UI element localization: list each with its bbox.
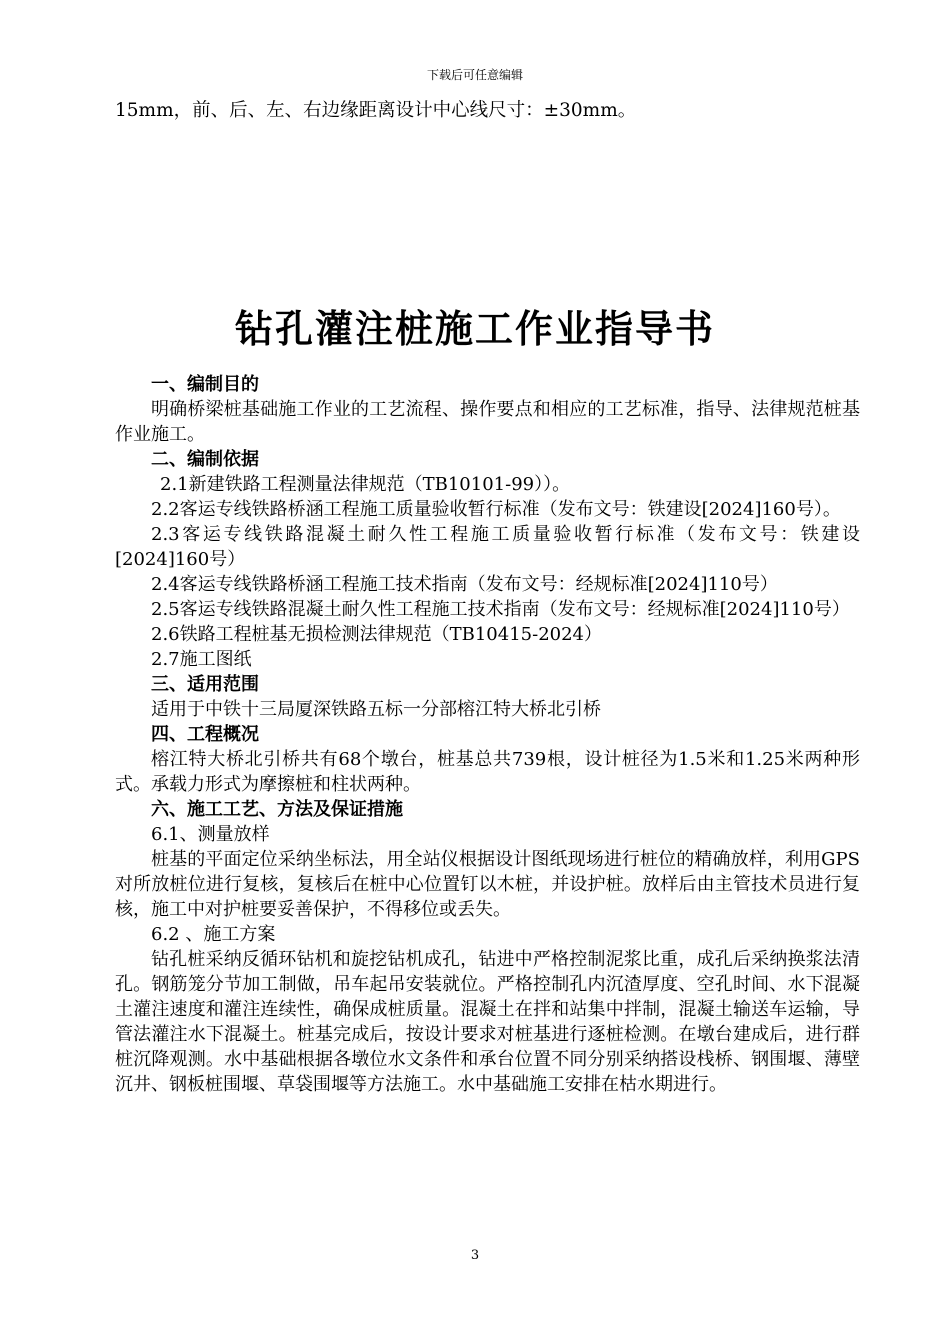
reference-item: 2.5客运专线铁路混凝土耐久性工程施工技术指南（发布文号：经规标准[2024]110号） <box>151 599 850 620</box>
section-heading-process: 六、施工工艺、方法及保证措施 <box>151 799 403 820</box>
paragraph-purpose: 明确桥梁桩基础施工作业的工艺流程、操作要点和相应的工艺标准，指导、法律规范桩基作业施工。 <box>115 399 860 445</box>
section-heading-purpose: 一、编制目的 <box>151 374 259 395</box>
paragraph-overview: 榕江特大桥北引桥共有68个墩台，桩基总共739根，设计桩径为1.5米和1.25米两种形式。承载力形式为摩擦桩和柱状两种。 <box>115 749 860 795</box>
reference-item: 2.2客运专线铁路桥涵工程施工质量验收暂行标准（发布文号：铁建设[2024]160号）。 <box>151 499 841 520</box>
document-title: 钻孔灌注桩施工作业指导书 <box>234 307 715 351</box>
page-number: 3 <box>470 1248 480 1263</box>
reference-item: 2.4客运专线铁路桥涵工程施工技术指南（发布文号：经规标准[2024]110号） <box>151 574 778 595</box>
paragraph-scope: 适用于中铁十三局厦深铁路五标一分部榕江特大桥北引桥 <box>151 699 601 720</box>
reference-item: 2.7施工图纸 <box>151 649 252 670</box>
section-heading-scope: 三、适用范围 <box>151 674 259 695</box>
paragraph-survey: 桩基的平面定位采纳坐标法，用全站仪根据设计图纸现场进行桩位的精确放样，利用GPS对所放桩位进行复核，复核后在桩中心位置钉以木桩，并设护桩。放样后由主管技术员进行复核，施工中对护桩要妥善保护，不得移位或丢失。 <box>115 849 860 920</box>
reference-item: 2.3客运专线铁路混凝土耐久性工程施工质量验收暂行标准（发布文号：铁建设[2024]160号） <box>115 524 860 570</box>
paragraph-plan: 钻孔桩采纳反循环钻机和旋挖钻机成孔，钻进中严格控制泥浆比重，成孔后采纳换浆法清孔。钢筋笼分节加工制做，吊车起吊安装就位。严格控制孔内沉渣厚度、空孔时间、水下混凝土灌注速度和灌注连续性，确保成桩质量。混凝土在拌和站集中拌制，混凝土输送车运输，导管法灌注水下混凝土。桩基完成后，按设计要求对桩基进行逐桩检测。在墩台建成后，进行群桩沉降观测。水中基础根据各墩位水文条件和承台位置不同分别采纳搭设栈桥、钢围堰、薄壁沉井、钢板桩围堰、草袋围堰等方法施工。水中基础施工安排在枯水期进行。 <box>115 949 860 1095</box>
continued-text: 15mm，前、后、左、右边缘距离设计中心线尺寸：±30mm。 <box>115 100 637 121</box>
section-heading-basis: 二、编制依据 <box>151 449 259 470</box>
subsection-heading-survey: 6.1、测量放样 <box>151 824 270 845</box>
reference-item: 2.6铁路工程桩基无损检测法律规范（TB10415-2024） <box>151 624 603 645</box>
section-heading-overview: 四、工程概况 <box>151 724 259 745</box>
reference-item: 2.1新建铁路工程测量法律规范（TB10101-99））。 <box>160 474 571 495</box>
document-body <box>115 372 860 1097</box>
subsection-heading-plan: 6.2 、施工方案 <box>151 924 276 945</box>
page-header: 下载后可任意编辑 <box>426 68 523 82</box>
